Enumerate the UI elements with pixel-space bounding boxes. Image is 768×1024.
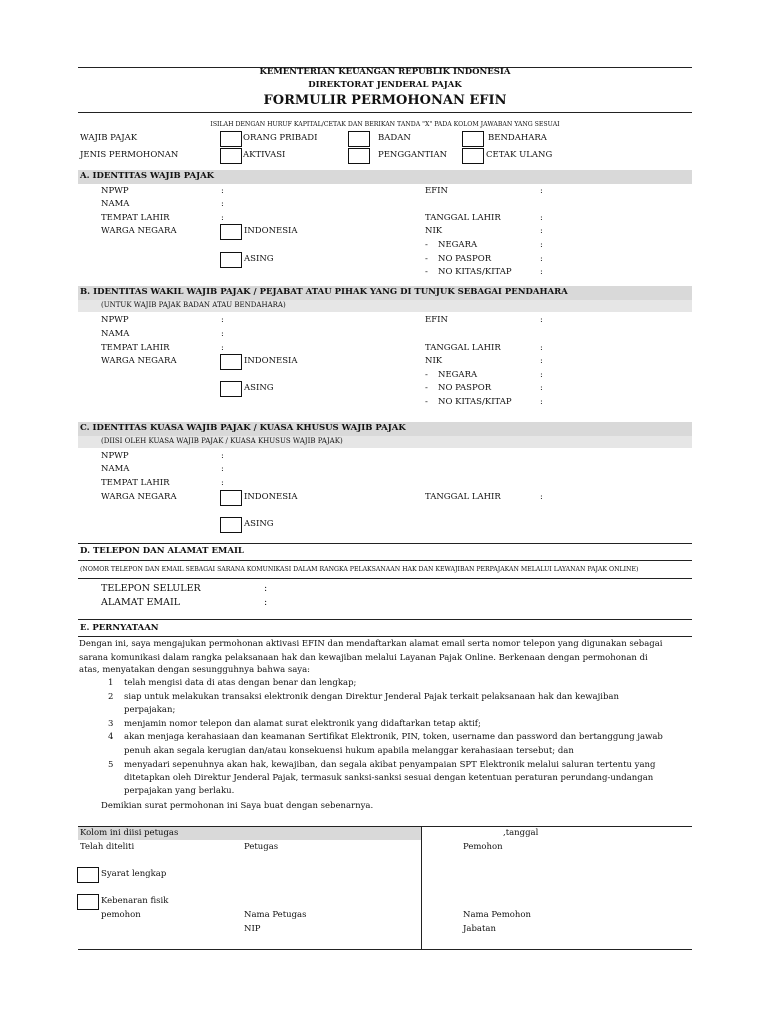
a-indonesia-checkbox[interactable] <box>220 224 242 240</box>
telepon-label: TELEPON SELULER <box>101 583 201 594</box>
statement-intro-line2: sarana komunikasi dalam rangka pelaksanaan hak dan kewajiban melalui Layanan Pajak Online. Berkenaan dengan permohonan di <box>79 653 648 663</box>
c-tempat-lahir-label: TEMPAT LAHIR <box>101 478 170 488</box>
b-efin-label: EFIN <box>425 315 448 325</box>
item-2-text-b: perpajakan; <box>124 705 176 715</box>
directorate-name: DIREKTORAT JENDERAL PAJAK <box>308 80 462 90</box>
a-indonesia-label: INDONESIA <box>244 226 298 236</box>
c-npwp-label: NPWP <box>101 451 129 461</box>
pemohon-label: Pemohon <box>463 842 503 852</box>
item-1-text: telah mengisi data di atas dengan benar dan lengkap; <box>124 678 357 688</box>
section-b-title: B. IDENTITAS WAKIL WAJIB PAJAK / PEJABAT ATAU PIHAK YANG DI TUNJUK SEBAGAI PENDAHARA <box>80 287 568 297</box>
item-1-number: 1 <box>108 678 114 688</box>
telepon-colon: : <box>264 583 268 594</box>
section-e-mid-rule <box>78 636 692 637</box>
b-warga-negara-label: WARGA NEGARA <box>101 356 177 366</box>
footer-bottom-rule <box>78 949 692 950</box>
title-rule <box>78 112 692 113</box>
section-d-mid-rule <box>78 560 692 561</box>
a-negara-colon: : <box>540 240 543 250</box>
a-npwp-colon: : <box>221 186 224 196</box>
a-efin-colon: : <box>540 186 543 196</box>
item-3-number: 3 <box>108 719 114 729</box>
a-no-paspor-label: NO PASPOR <box>438 254 492 264</box>
b-no-paspor-label: NO PASPOR <box>438 383 492 393</box>
a-nik-label: NIK <box>425 226 443 236</box>
section-d-title: D. TELEPON DAN ALAMAT EMAIL <box>80 546 244 556</box>
badan-checkbox[interactable] <box>348 131 370 147</box>
a-asing-label: ASING <box>244 254 274 264</box>
b-efin-colon: : <box>540 315 543 325</box>
a-tanggal-lahir-label: TANGGAL LAHIR <box>425 213 501 223</box>
aktivasi-checkbox[interactable] <box>220 148 242 164</box>
syarat-lengkap-checkbox[interactable] <box>77 867 99 883</box>
item-2-text-a: siap untuk melakukan transaksi elektronik dengan Direktur Jenderal Pajak terkait pelaksanaan hak dan kewajiban <box>124 692 619 702</box>
b-tanggal-lahir-label: TANGGAL LAHIR <box>425 343 501 353</box>
b-asing-label: ASING <box>244 383 274 393</box>
ministry-name: KEMENTERIAN KEUANGAN REPUBLIK INDONESIA <box>259 67 511 77</box>
orang-pribadi-checkbox[interactable] <box>220 131 242 147</box>
c-tempat-lahir-colon: : <box>221 478 224 488</box>
a-nama-colon: : <box>221 199 224 209</box>
item-5-text-b: ditetapkan oleh Direktur Jenderal Pajak, termasuk sanksi-sanksi sesuai dengan ketentuan peraturan perundang-undangan <box>124 773 654 783</box>
bendahara-checkbox[interactable] <box>462 131 484 147</box>
a-nama-label: NAMA <box>101 199 130 209</box>
b-indonesia-checkbox[interactable] <box>220 354 242 370</box>
b-nik-label: NIK <box>425 356 443 366</box>
c-nama-colon: : <box>221 464 224 474</box>
c-tanggal-lahir-label: TANGGAL LAHIR <box>425 492 501 502</box>
a-nik-colon: : <box>540 226 543 236</box>
kolom-petugas-label: Kolom ini diisi petugas <box>80 828 179 838</box>
statement-intro-line1: Dengan ini, saya mengajukan permohonan aktivasi EFIN dan mendaftarkan alamat email serta nomor telepon yang digunakan sebagai <box>79 639 663 649</box>
jabatan-label: Jabatan <box>463 924 496 934</box>
section-b-note: (UNTUK WAJIB PAJAK BADAN ATAU BENDAHARA) <box>101 301 286 309</box>
bendahara-label: BENDAHARA <box>488 133 547 143</box>
a-no-kitas-label: NO KITAS/KITAP <box>438 267 512 277</box>
item-5-text-c: perpajakan yang berlaku. <box>124 786 235 796</box>
section-d-bottom-rule <box>78 578 692 579</box>
c-nama-label: NAMA <box>101 464 130 474</box>
b-nik-colon: : <box>540 356 543 366</box>
badan-label: BADAN <box>378 133 411 143</box>
a-paspor-dash: - <box>425 254 428 264</box>
b-negara-dash: - <box>425 370 428 380</box>
cetak-ulang-checkbox[interactable] <box>462 148 484 164</box>
email-colon: : <box>264 597 268 608</box>
item-3-text: menjamin nomor telepon dan alamat surat elektronik yang didaftarkan tetap aktif; <box>124 719 481 729</box>
b-negara-label: NEGARA <box>438 370 478 380</box>
a-tanggal-lahir-colon: : <box>540 213 543 223</box>
cetak-ulang-label: CETAK ULANG <box>486 150 553 160</box>
b-nama-colon: : <box>221 329 224 339</box>
wajib-pajak-label: WAJIB PAJAK <box>80 133 138 143</box>
section-c-title: C. IDENTITAS KUASA WAJIB PAJAK / KUASA KHUSUS WAJIB PAJAK <box>80 423 406 433</box>
a-efin-label: EFIN <box>425 186 448 196</box>
a-negara-dash: - <box>425 240 428 250</box>
c-indonesia-label: INDONESIA <box>244 492 298 502</box>
a-negara-label: NEGARA <box>438 240 478 250</box>
a-warga-negara-label: WARGA NEGARA <box>101 226 177 236</box>
a-tempat-lahir-label: TEMPAT LAHIR <box>101 213 170 223</box>
c-asing-label: ASING <box>244 519 274 529</box>
page-title: FORMULIR PERMOHONAN EFIN <box>263 93 507 108</box>
b-nama-label: NAMA <box>101 329 130 339</box>
syarat-lengkap-label: Syarat lengkap <box>101 869 167 879</box>
b-paspor-dash: - <box>425 383 428 393</box>
b-indonesia-label: INDONESIA <box>244 356 298 366</box>
statement-intro-line3: atas, menyatakan dengan sesungguhnya bahwa saya: <box>79 665 311 675</box>
section-e-title: E. PERNYATAAN <box>80 623 159 633</box>
jenis-permohonan-label: JENIS PERMOHONAN <box>80 150 179 160</box>
b-kitas-dash: - <box>425 397 428 407</box>
item-5-number: 5 <box>108 760 114 770</box>
section-d-note: (NOMOR TELEPON DAN EMAIL SEBAGAI SARANA KOMUNIKASI DALAM RANGKA PELAKSANAAN HAK DAN KEWAJIBAN PERPAJAKAN MELALUI LAYANAN PAJAK ONLINE) <box>80 566 639 573</box>
nama-petugas-label: Nama Petugas <box>244 910 307 920</box>
item-4-number: 4 <box>108 732 114 742</box>
c-warga-negara-label: WARGA NEGARA <box>101 492 177 502</box>
b-tempat-lahir-colon: : <box>221 343 224 353</box>
section-d-top-rule <box>78 543 692 544</box>
a-asing-checkbox[interactable] <box>220 252 242 268</box>
section-e-top-rule <box>78 619 692 620</box>
c-npwp-colon: : <box>221 451 224 461</box>
penggantian-label: PENGGANTIAN <box>378 150 448 160</box>
petugas-label: Petugas <box>244 842 279 852</box>
b-negara-colon: : <box>540 370 543 380</box>
c-indonesia-checkbox[interactable] <box>220 490 242 506</box>
kebenaran-pemohon-label: pemohon <box>101 910 141 920</box>
b-no-kitas-label: NO KITAS/KITAP <box>438 397 512 407</box>
a-npwp-label: NPWP <box>101 186 129 196</box>
b-tempat-lahir-label: TEMPAT LAHIR <box>101 343 170 353</box>
b-no-kitas-colon: : <box>540 397 543 407</box>
item-5-text-a: menyadari sepenuhnya akan hak, kewajiban, dan segala akibat penyampaian SPT Elektronik melalui saluran tertentu yang <box>124 760 656 770</box>
b-tanggal-lahir-colon: : <box>540 343 543 353</box>
section-c-note: (DIISI OLEH KUASA WAJIB PAJAK / KUASA KHUSUS WAJIB PAJAK) <box>101 437 343 445</box>
a-no-paspor-colon: : <box>540 254 543 264</box>
orang-pribadi-label: ORANG PRIBADI <box>243 133 318 143</box>
item-4-text-a: akan menjaga kerahasiaan dan keamanan Sertifikat Elektronik, PIN, token, username dan password dan bertanggung jawab <box>124 732 663 742</box>
a-kitas-dash: - <box>425 267 428 277</box>
closing-statement: Demikian surat permohonan ini Saya buat dengan sebenarnya. <box>101 801 374 811</box>
kebenaran-fisik-checkbox[interactable] <box>77 894 99 910</box>
aktivasi-label: AKTIVASI <box>243 150 286 160</box>
section-a-title: A. IDENTITAS WAJIB PAJAK <box>80 171 215 181</box>
b-no-paspor-colon: : <box>540 383 543 393</box>
instruction-text: ISILAH DENGAN HURUF KAPITAL/CETAK DAN BERIKAN TANDA "X" PADA KOLOM JAWABAN YANG SESUAI <box>210 121 560 128</box>
footer-divider <box>421 826 422 950</box>
c-tanggal-lahir-colon: : <box>540 492 543 502</box>
nama-pemohon-label: Nama Pemohon <box>463 910 531 920</box>
a-no-kitas-colon: : <box>540 267 543 277</box>
b-npwp-label: NPWP <box>101 315 129 325</box>
kebenaran-fisik-label: Kebenaran fisik <box>101 896 169 906</box>
email-label: ALAMAT EMAIL <box>101 597 181 608</box>
nip-label: NIP <box>244 924 261 934</box>
item-4-text-b: penuh akan segala kerugian dan/atau konsekuensi hukum apabila melanggar kerahasiaan tersebut; dan <box>124 746 574 756</box>
telah-diteliti-label: Telah diteliti <box>80 842 135 852</box>
a-tempat-lahir-colon: : <box>221 213 224 223</box>
b-asing-checkbox[interactable] <box>220 381 242 397</box>
b-npwp-colon: : <box>221 315 224 325</box>
penggantian-checkbox[interactable] <box>348 148 370 164</box>
c-asing-checkbox[interactable] <box>220 517 242 533</box>
tanggal-label: ,tanggal <box>503 828 539 838</box>
item-2-number: 2 <box>108 692 114 702</box>
